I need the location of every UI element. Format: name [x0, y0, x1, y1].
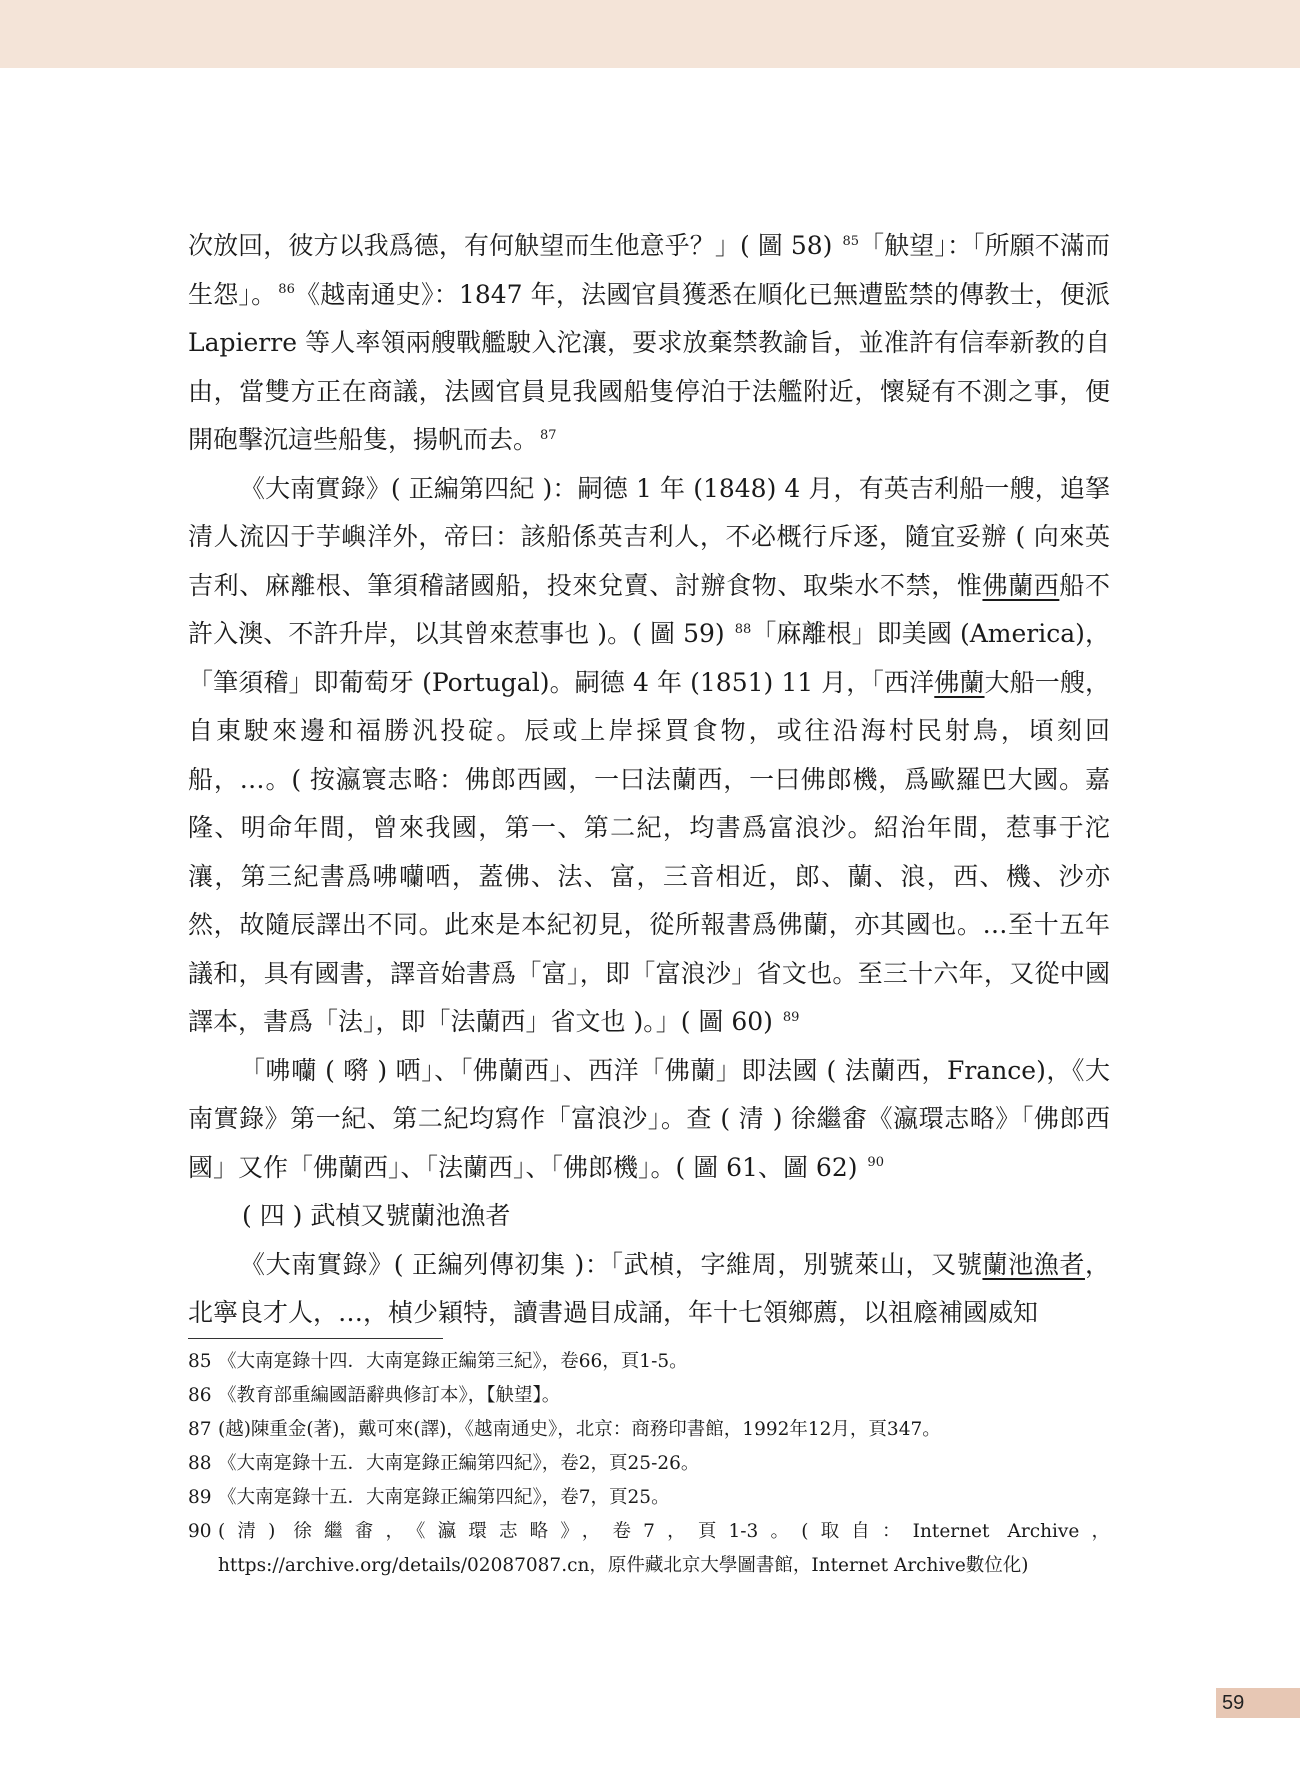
- footnote-ref: 89: [782, 1009, 800, 1025]
- footnote-text: 《大南寔錄十五．大南寔錄正編第四紀》，卷2，頁25-26。: [218, 1453, 700, 1474]
- text-run: 船不許入澳、不許升岸，以其曾來惹事也 )。( 圖 59): [188, 570, 1110, 648]
- footnote: [188, 1447, 1110, 1481]
- footnote-ref: 88: [734, 621, 752, 637]
- footnote-ref: 85: [842, 233, 860, 249]
- paragraph: [188, 1241, 1110, 1338]
- underlined-term: 佛蘭西: [982, 570, 1060, 600]
- footnote-divider: [188, 1338, 443, 1339]
- footnotes: [188, 1345, 1110, 1583]
- text-run: 「觖望」：「所願不滿而生怨」。: [188, 231, 1110, 309]
- text-run: 《大南實錄》( 正編列傳初集 )：「武楨，字維周，別號萊山，又號: [240, 1249, 983, 1279]
- footnote-number: 89: [188, 1487, 212, 1508]
- section-heading: ( 四 ) 武楨又號蘭池漁者: [242, 1201, 511, 1230]
- footnote-text: (清) 徐繼畬，《瀛環志略》，卷7，頁1-3。(取自：Internet Archive，https://archive.org/details/02087087.cn，原件藏北京大學圖書館，Internet Archive數位化): [218, 1521, 1110, 1576]
- footnote-number: 90: [188, 1521, 212, 1542]
- footnote-text: 《大南寔錄十四．大南寔錄正編第三紀》，卷66，頁1-5。: [218, 1351, 688, 1372]
- footnote-ref: 86: [278, 282, 295, 298]
- footnote: [188, 1345, 1110, 1379]
- text-run: 「麻離根」即美國 (America)，「筆須稽」即葡萄牙 (Portugal)。嗣德 4 年 (1851) 11 月，「西洋: [188, 619, 1110, 697]
- text-run: 大船一艘，自東駛來邊和福勝汎投碇。辰或上岸採買食物，或往沿海村民射鳥，頃刻回船，…。( 按瀛寰志略：佛郎西國，一曰法蘭西，一曰佛郎機，爲歐羅巴大國。嘉隆、明命年間，曾來我國，第一、第二紀，均書爲富浪沙。紹治年間，惹事于沱瀼，第三紀書爲咈囒哂，蓋佛、法、富，三音相近，郎、蘭、浪，西、機、沙亦然，故隨辰譯出不同。此來是本紀初見，從所報書爲佛蘭，亦其國也。…至十五年議和，具有國書，譯音始書爲「富」，即「富浪沙」省文也。至三十六年，又從中國譯本，書爲「法」，即「法蘭西」省文也 )。」( 圖 60): [188, 667, 1110, 1036]
- footnote: [188, 1481, 1110, 1515]
- text-run: 次放回，彼方以我爲德，有何觖望而生他意乎？」( 圖 58): [188, 231, 841, 260]
- paragraph: [188, 1047, 1110, 1193]
- footnote-number: 86: [188, 1385, 212, 1406]
- text-run: 「咈囒 ( 𡁷 ) 哂」、「佛蘭西」、西洋「佛蘭」即法國 ( 法蘭西，France)，《大南實錄》第一紀、第二紀均寫作「富浪沙」。查 ( 清 ) 徐繼畬《瀛環志略》「佛郎西國」又作「佛蘭西」、「法蘭西」、「佛郎機」。( 圖 61、圖 62): [188, 1055, 1110, 1182]
- underlined-term: 蘭池漁者: [982, 1249, 1085, 1279]
- footnote-text: 《教育部重編國語辭典修訂本》，【觖望】。: [218, 1385, 561, 1406]
- footnote-text: (越)陳重金(著)，戴可來(譯)，《越南通史》，北京：商務印書館，1992年12月，頁347。: [218, 1419, 941, 1440]
- underlined-term: 佛蘭: [934, 667, 985, 697]
- top-header-band: [0, 0, 1300, 68]
- footnote-text: 《大南寔錄十五．大南寔錄正編第四紀》，卷7，頁25。: [218, 1487, 670, 1508]
- footnote: [188, 1413, 1110, 1447]
- footnote-number: 85: [188, 1351, 212, 1372]
- text-run: 《越南通史》：1847 年，法國官員獲悉在順化已無遭監禁的傳教士，便派 Lapierre 等人率領兩艘戰艦駛入沱瀼，要求放棄禁教諭旨，並准許有信奉新教的自由，當雙方正在商議，法國官員見我國船隻停泊于法艦附近，懷疑有不測之事，便開砲擊沉這些船隻，揚帆而去。: [188, 279, 1110, 454]
- text-run: ，北寧良才人，…，楨少穎特，讀書過目成誦，年十七領鄉薦，以祖廕補國威知: [188, 1249, 1110, 1327]
- footnote-ref: 87: [540, 427, 557, 443]
- text-run: 《大南實錄》( 正編第四紀 )：嗣德 1 年 (1848) 4 月，有英吉利船一艘，追拏清人流囚于芋嶼洋外，帝曰：該船係英吉利人，不必概行斥逐，隨宜妥辦 ( 向來英吉利、麻離根、筆須稽諸國船，投來兌賣、討辦食物、取柴水不禁，惟: [188, 473, 1110, 600]
- paragraph: [188, 222, 1110, 465]
- footnote-number: 88: [188, 1453, 212, 1474]
- body-text: [188, 222, 1110, 1338]
- page-number: 59: [1222, 1692, 1245, 1714]
- footnote-ref: 90: [867, 1155, 884, 1171]
- paragraph: [188, 465, 1110, 1047]
- footnote-number: 87: [188, 1419, 212, 1440]
- footnote: [188, 1379, 1110, 1413]
- footnote: [188, 1515, 1110, 1583]
